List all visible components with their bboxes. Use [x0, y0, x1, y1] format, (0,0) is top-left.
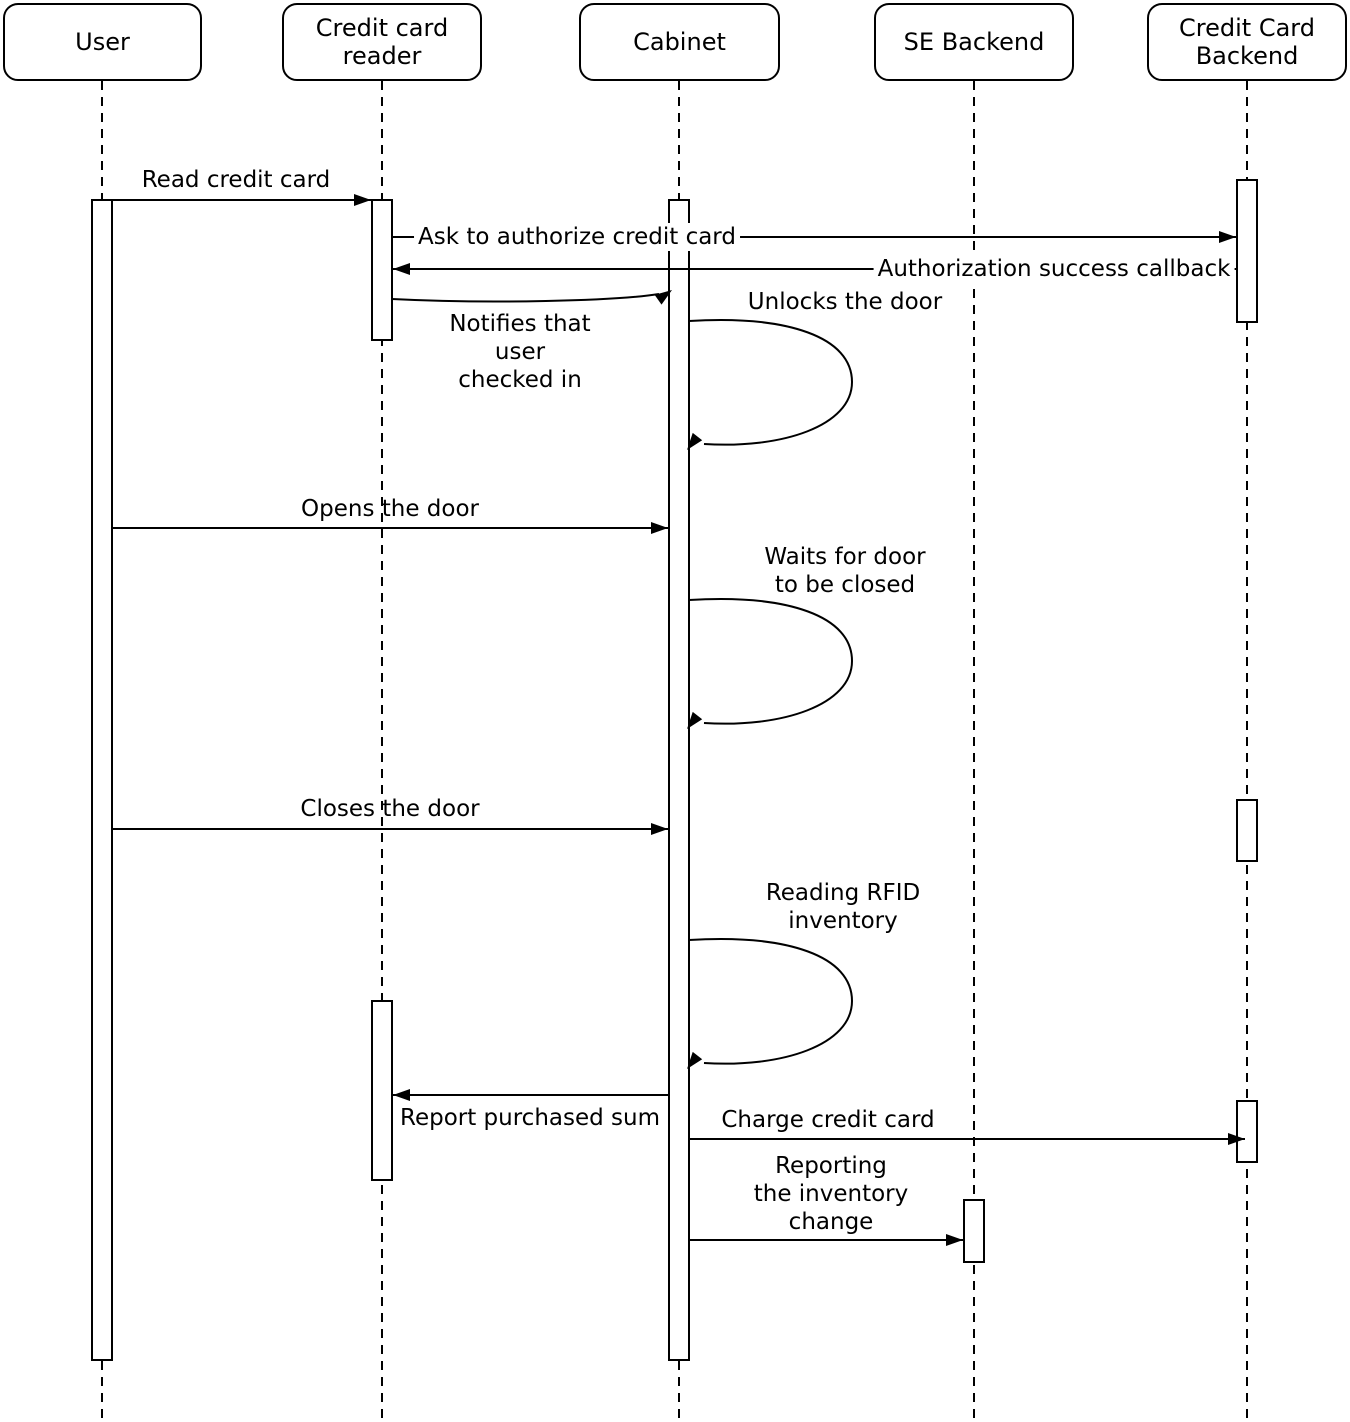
activation-credit-card-backend-6	[1237, 800, 1257, 861]
actor-label: Cabinet	[633, 28, 726, 56]
arrowhead-ask-to-authorize	[1219, 231, 1236, 243]
message-label-opens-door: Opens the door	[301, 496, 479, 522]
self-loop-unlocks-door	[689, 320, 852, 445]
arrowhead-reporting-inventory-change	[946, 1234, 963, 1246]
message-label-reading-rfid: Reading RFID inventory	[765, 880, 921, 934]
actor-label: Backend	[1195, 42, 1299, 70]
actor-label: SE Backend	[903, 28, 1045, 56]
activation-user-0	[92, 200, 112, 1360]
arrowhead-authorization-success	[393, 263, 410, 275]
activation-credit-card-reader-1	[372, 200, 392, 340]
actor-label: Credit card	[315, 14, 449, 42]
arrowhead-report-purchased-sum	[393, 1089, 410, 1101]
actor-label: reader	[342, 42, 422, 70]
message-label-unlocks-door: Unlocks the door	[747, 289, 943, 315]
arrowhead-read-credit-card	[354, 194, 371, 206]
message-label-notifies-checked-in: Notifies that user checked in	[449, 311, 591, 393]
actor-label: Credit Card	[1179, 14, 1315, 42]
message-label-ask-to-authorize: Ask to authorize credit card	[414, 223, 740, 251]
message-label-reporting-inventory-change: Reporting the inventory change	[753, 1153, 909, 1235]
arrowhead-closes-door	[651, 823, 668, 835]
self-loop-reading-rfid-inventory	[689, 939, 852, 1064]
actor-user	[3, 3, 202, 81]
message-arrow-notifies-checked-in	[392, 294, 659, 301]
activation-credit-card-backend-5	[1237, 180, 1257, 322]
message-label-closes-door: Closes the door	[300, 796, 480, 822]
message-label-authorization-success: Authorization success callback	[874, 255, 1235, 283]
actor-cabinet	[579, 3, 780, 81]
message-label-waits-door-closed: Waits for door to be closed	[764, 544, 926, 598]
arrowhead-opens-door	[651, 522, 668, 534]
activation-cabinet-3	[669, 200, 689, 1360]
actor-label: User	[75, 28, 130, 56]
message-label-charge-credit-card: Charge credit card	[721, 1107, 935, 1133]
actor-credit-card-reader	[282, 3, 482, 81]
message-label-report-purchased-sum: Report purchased sum	[399, 1105, 661, 1131]
actor-se-backend	[874, 3, 1074, 81]
activation-credit-card-reader-2	[372, 1001, 392, 1180]
actor-credit-card-backend	[1147, 3, 1347, 81]
message-label-read-credit-card: Read credit card	[141, 167, 331, 193]
self-loop-waits-door-closed	[689, 599, 852, 724]
activation-se-backend-4	[964, 1200, 984, 1262]
activation-credit-card-backend-7	[1237, 1101, 1257, 1162]
